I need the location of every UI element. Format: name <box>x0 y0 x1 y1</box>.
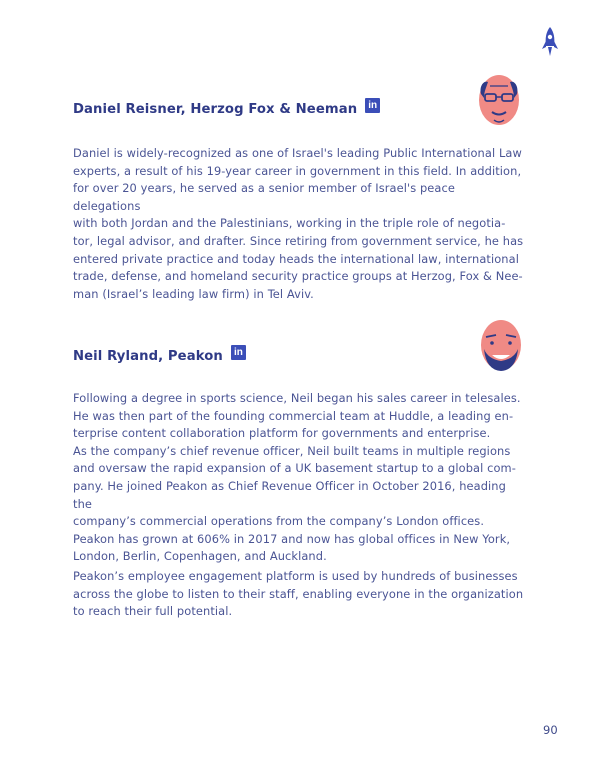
page-number: 90 <box>543 723 558 737</box>
bio-line: Peakon has grown at 606% in 2017 and now has global offices in New York, <box>73 531 511 546</box>
bio-line: company’s commercial operations from the company’s London offices. <box>73 514 485 529</box>
person-heading <box>73 102 380 117</box>
bio-line: Peakon’s employee engagement platform is used by hundreds of businesses <box>73 569 518 583</box>
person-bio <box>73 390 525 566</box>
bio-line: He was then part of the founding commercial team at Huddle, a leading en- <box>73 408 514 423</box>
bio-line: terprise content collaboration platform for governments and enterprise. <box>73 426 491 441</box>
bio-line: to reach their full potential. <box>73 604 233 619</box>
avatar <box>472 70 526 130</box>
person-name: Daniel Reisner, Herzog Fox & Neeman <box>73 102 358 117</box>
bio-line: trade, defense, and homeland security practice groups at Herzog, Fox & Nee- <box>73 269 523 284</box>
bio-line: for over 20 years, he served as a senior member of Israel's peace delegations <box>73 181 455 213</box>
bio-line: London, Berlin, Copenhagen, and Auckland. <box>73 549 327 564</box>
linkedin-icon[interactable]: in <box>365 98 380 113</box>
bio-line: As the company’s chief revenue officer, Neil built teams in multiple regions <box>73 443 511 458</box>
person-bio <box>73 145 525 303</box>
bio-line: with both Jordan and the Palestinians, working in the triple role of negotia- <box>73 216 506 231</box>
person-name: Neil Ryland, Peakon <box>73 349 223 364</box>
bio-line: entered private practice and today heads the international law, international <box>73 251 519 266</box>
bio-line: experts, a result of his 19-year career in government in this field. In addition, <box>73 163 522 178</box>
bio-line: Daniel is widely-recognized as one of Israel's leading Public International Law <box>73 146 522 160</box>
bio-line: Following a degree in sports science, Neil began his sales career in telesales. <box>73 391 521 405</box>
company-paragraph <box>73 568 525 621</box>
bio-line: tor, legal advisor, and drafter. Since retiring from government service, he has <box>73 233 524 248</box>
avatar <box>474 315 528 375</box>
bio-line: pany. He joined Peakon as Chief Revenue Officer in October 2016, heading the <box>73 478 506 511</box>
bio-line: across the globe to listen to their staff, enabling everyone in the organization <box>73 586 524 601</box>
rocket-icon <box>540 26 560 58</box>
linkedin-icon[interactable]: in <box>231 345 246 360</box>
person-heading <box>73 349 246 364</box>
bio-line: man (Israel’s leading law firm) in Tel Aviv. <box>73 286 314 301</box>
bio-line: and oversaw the rapid expansion of a UK basement startup to a global com- <box>73 461 516 476</box>
